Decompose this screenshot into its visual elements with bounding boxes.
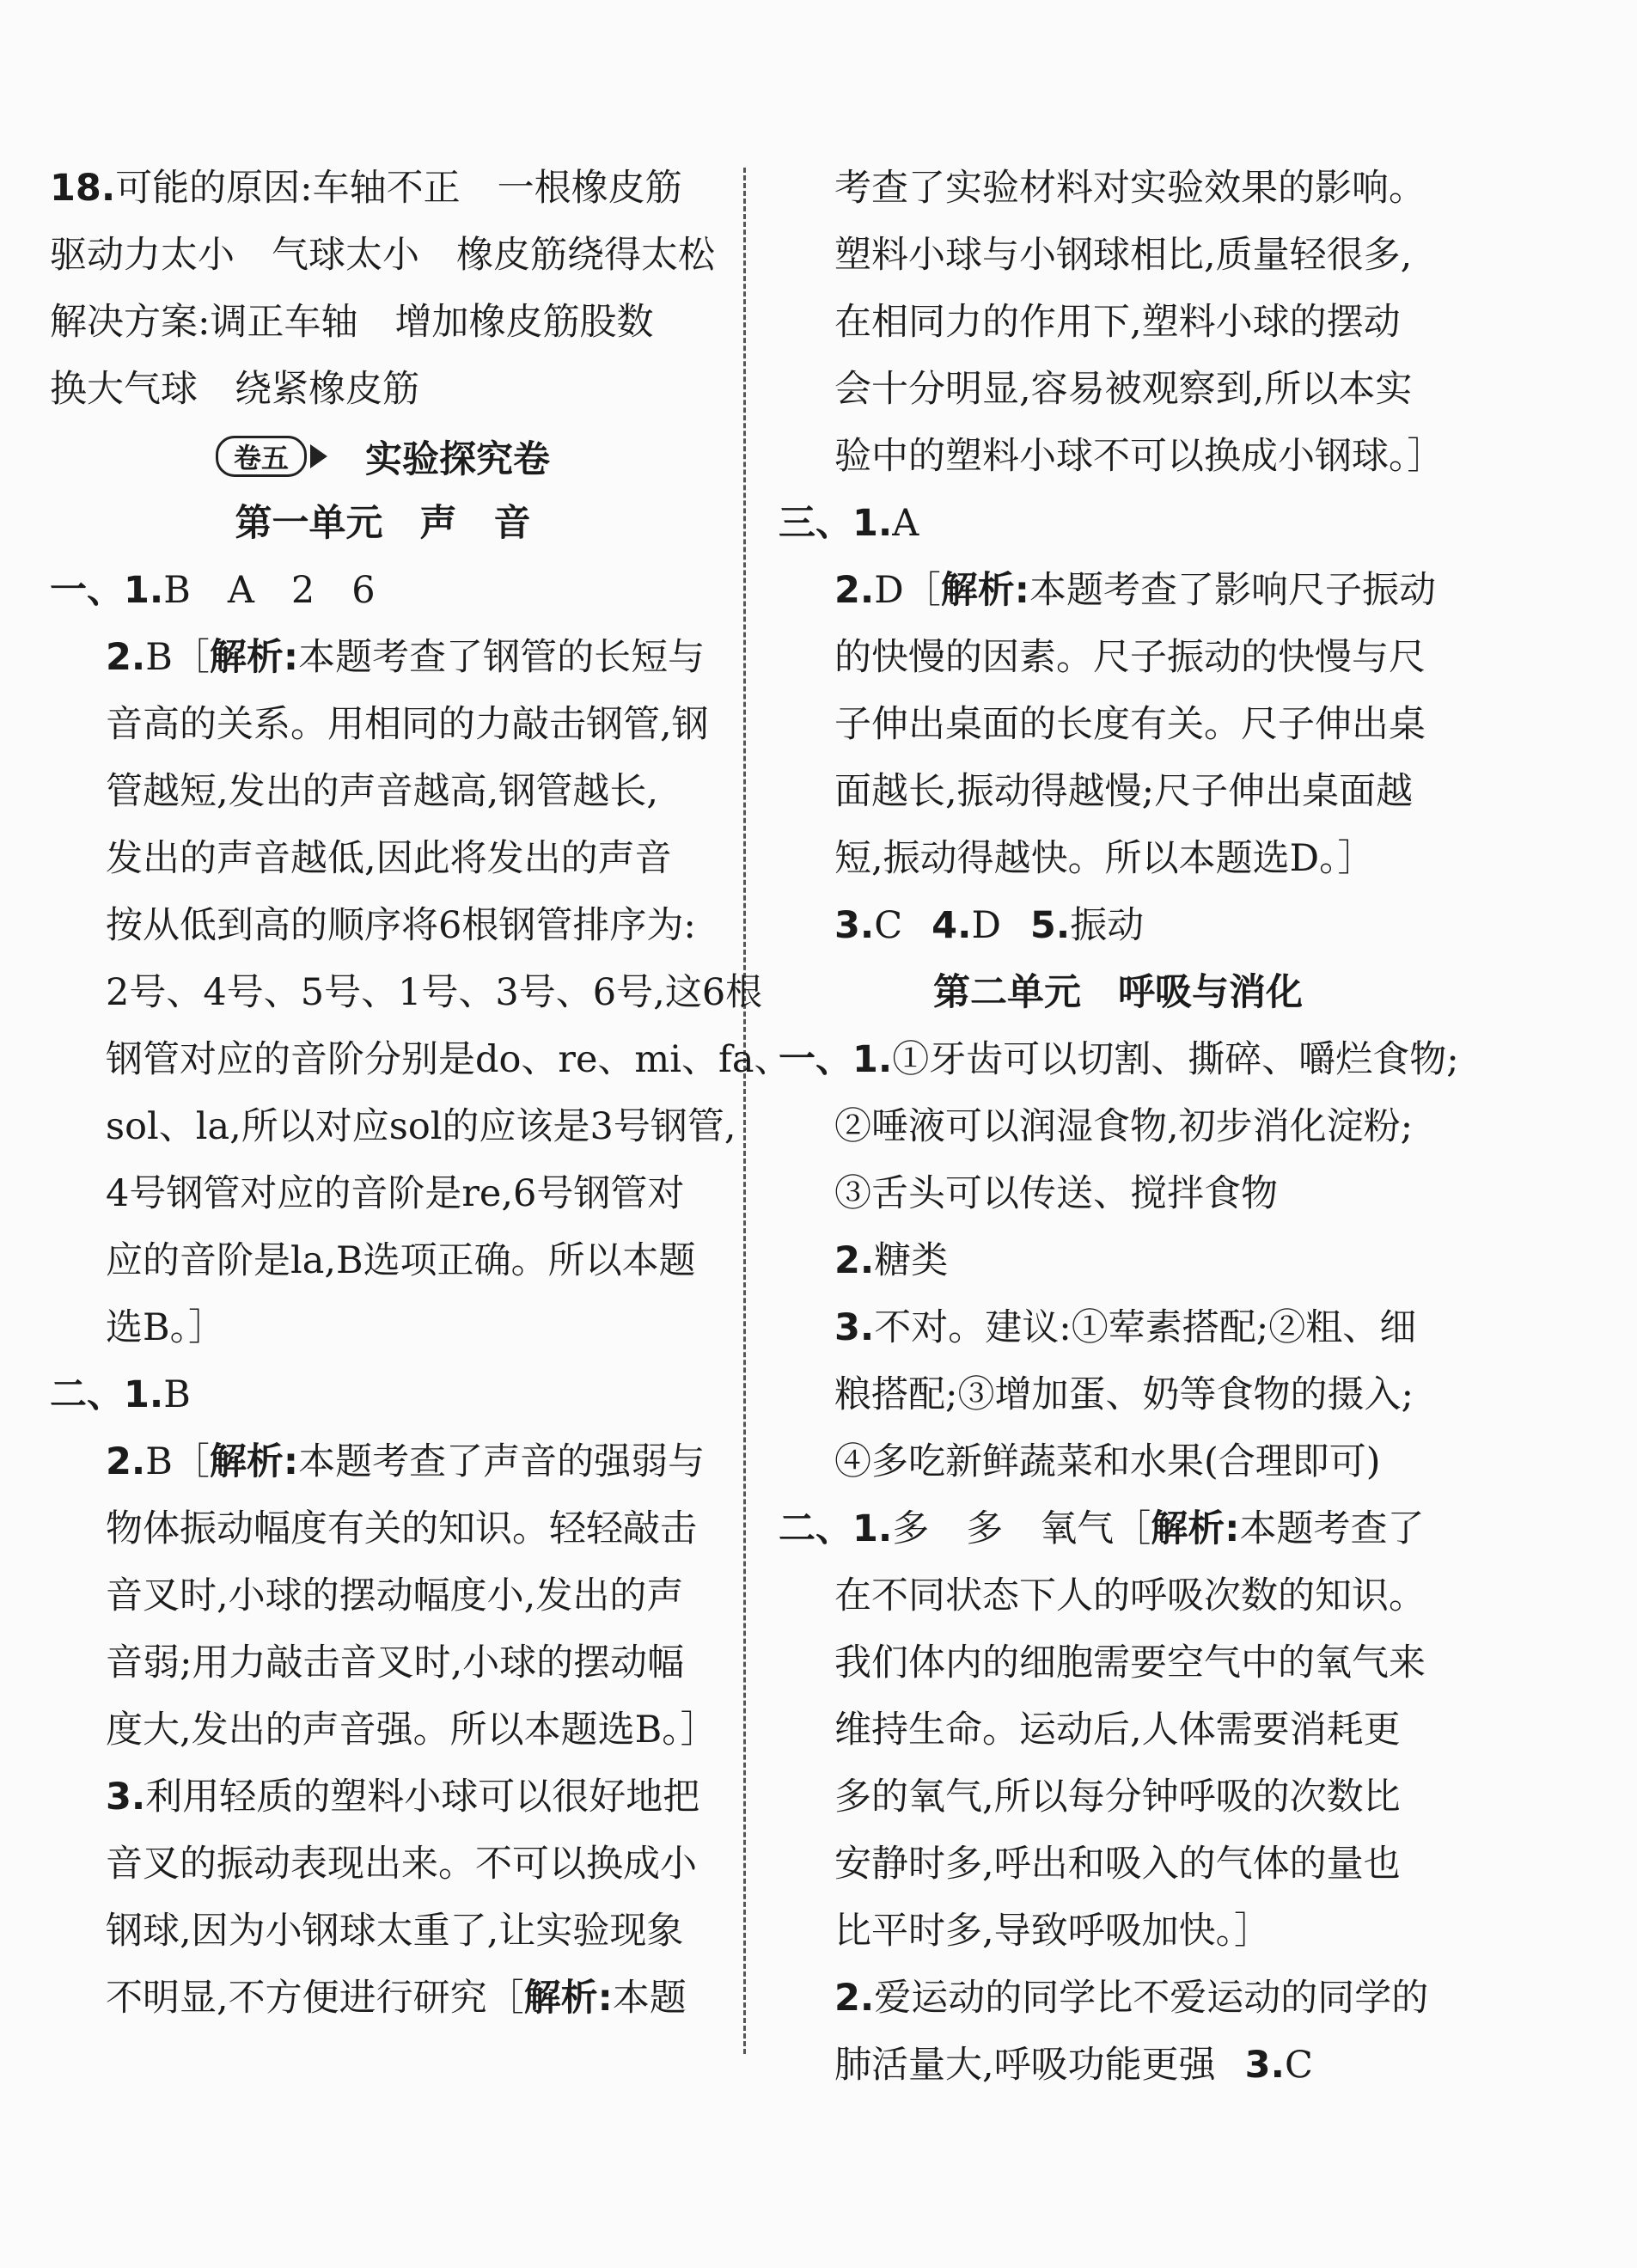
s1-q2-line: 音高的关系。用相同的力敲击钢管,钢 [106, 703, 709, 746]
u2s1-q2: 2.糖类 [834, 1239, 949, 1282]
volume-tag: 卷五 [216, 436, 307, 477]
unit-2-title: 第二单元 呼吸与消化 [933, 971, 1303, 1014]
u2s2-q1-line: 我们体内的细胞需要空气中的氧气来 [834, 1641, 1426, 1684]
u2s2-q1-line: 在不同状态下人的呼吸次数的知识。 [834, 1574, 1426, 1617]
s2-q2: 2.B［解析:本题考查了声音的强弱与 [106, 1440, 705, 1483]
left-column [50, 155, 791, 2032]
u2s2-q1-line: 多的氧气,所以每分钟呼吸的次数比 [834, 1776, 1401, 1819]
q18-line-1: 18.可能的原因:车轴不正 一根橡皮筋 [50, 167, 682, 210]
s1-q2: 2.B［解析:本题考查了钢管的长短与 [106, 636, 705, 679]
s3-q2: 2.D［解析:本题考查了影响尺子振动 [834, 569, 1436, 612]
s3-q2-line: 面越长,振动得越慢;尺子伸出桌面越 [834, 770, 1414, 813]
u2s2-q1-line: 维持生命。运动后,人体需要消耗更 [834, 1709, 1401, 1751]
q18-line-2: 驱动力太小 气球太小 橡皮筋绕得太松 [50, 234, 715, 277]
continuation-line: 验中的塑料小球不可以换成小钢球。］ [834, 435, 1445, 478]
q18-line-3: 解决方案:调正车轴 增加橡皮筋股数 [50, 301, 654, 344]
s3-q2-line: 短,振动得越快。所以本题选D。］ [834, 837, 1375, 880]
continuation-line: 在相同力的作用下,塑料小球的摆动 [834, 301, 1401, 344]
u2s1-q3-line: ④多吃新鲜蔬菜和水果(合理即可) [834, 1440, 1381, 1483]
unit-1-title: 第一单元 声 音 [235, 502, 531, 545]
s1-q2-line: 发出的声音越低,因此将发出的声音 [106, 837, 672, 880]
s2-q1: 二、1.B [50, 1373, 191, 1416]
u2s2-q1: 二、1.多 多 氧气［解析:本题考查了 [779, 1507, 1425, 1550]
s1-q2-line: 选B。］ [106, 1306, 226, 1349]
u2s1-q1-line: ③舌头可以传送、搅拌食物 [834, 1172, 1278, 1215]
u2s1-q3: 3.不对。建议:①荤素搭配;②粗、细 [834, 1306, 1417, 1349]
s1-q2-line: 应的音阶是la,B选项正确。所以本题 [106, 1239, 696, 1282]
s3-q2-line: 子伸出桌面的长度有关。尺子伸出桌 [834, 703, 1426, 746]
volume-heading [50, 423, 716, 490]
s1-q2-line: 管越短,发出的声音越高,钢管越长, [106, 770, 659, 813]
s3-q3-q5: 3.C 4.D 5.振动 [834, 904, 1145, 947]
continuation-line: 会十分明显,容易被观察到,所以本实 [834, 368, 1413, 411]
s3-q2-line: 的快慢的因素。尺子振动的快慢与尺 [834, 636, 1426, 679]
s2-q2-line: 度大,发出的声音强。所以本题选B。］ [106, 1709, 718, 1751]
s2-q3-last: 不明显,不方便进行研究［解析:本题 [106, 1977, 687, 2020]
s2-q3-line: 音叉的振动表现出来。不可以换成小 [106, 1843, 697, 1886]
s2-q2-line: 物体振动幅度有关的知识。轻轻敲击 [106, 1507, 697, 1550]
continuation-line: 塑料小球与小钢球相比,质量轻很多, [834, 234, 1413, 277]
s2-q2-line: 音弱;用力敲击音叉时,小球的摆动幅 [106, 1641, 685, 1684]
q18-line-4: 换大气球 绕紧橡皮筋 [50, 368, 419, 411]
u2s1-q1: 一、1.①牙齿可以切割、撕碎、嚼烂食物; [779, 1038, 1459, 1081]
column-divider [743, 168, 746, 2054]
s2-q3: 3.利用轻质的塑料小球可以很好地把 [106, 1776, 700, 1819]
s2-q2-line: 音叉时,小球的摆动幅度小,发出的声 [106, 1574, 684, 1617]
u2s2-q2-last: 肺活量大,呼吸功能更强 3.C [834, 2044, 1313, 2087]
s1-q2-line: 4号钢管对应的音阶是re,6号钢管对 [106, 1172, 685, 1215]
s3-q1: 三、1.A [779, 502, 919, 545]
s1-q2-line: sol、la,所以对应sol的应该是3号钢管, [106, 1105, 736, 1148]
u2s1-q3-line: 粮搭配;③增加蛋、奶等食物的摄入; [834, 1373, 1414, 1416]
continuation-line: 考查了实验材料对实验效果的影响。 [834, 167, 1426, 210]
s1-q1: 一、1.B A 2 6 [50, 569, 376, 612]
right-column [779, 155, 1457, 2099]
s1-q2-line: 2号、4号、5号、1号、3号、6号,这6根 [106, 971, 763, 1014]
u2s2-q2: 2.爱运动的同学比不爱运动的同学的 [834, 1977, 1429, 2020]
u2s2-q1-line: 安静时多,呼出和吸入的气体的量也 [834, 1843, 1401, 1886]
s1-q2-line: 钢管对应的音阶分别是do、re、mi、fa、 [106, 1038, 791, 1081]
u2s1-q1-line: ②唾液可以润湿食物,初步消化淀粉; [834, 1105, 1414, 1148]
triangle-arrow-icon [310, 444, 327, 468]
s1-q2-line: 按从低到高的顺序将6根钢管排序为: [106, 904, 696, 947]
s2-q3-line: 钢球,因为小钢球太重了,让实验现象 [106, 1910, 684, 1953]
volume-title: 实验探究卷 [365, 437, 550, 481]
u2s2-q1-line: 比平时多,导致呼吸加快。］ [834, 1910, 1272, 1953]
